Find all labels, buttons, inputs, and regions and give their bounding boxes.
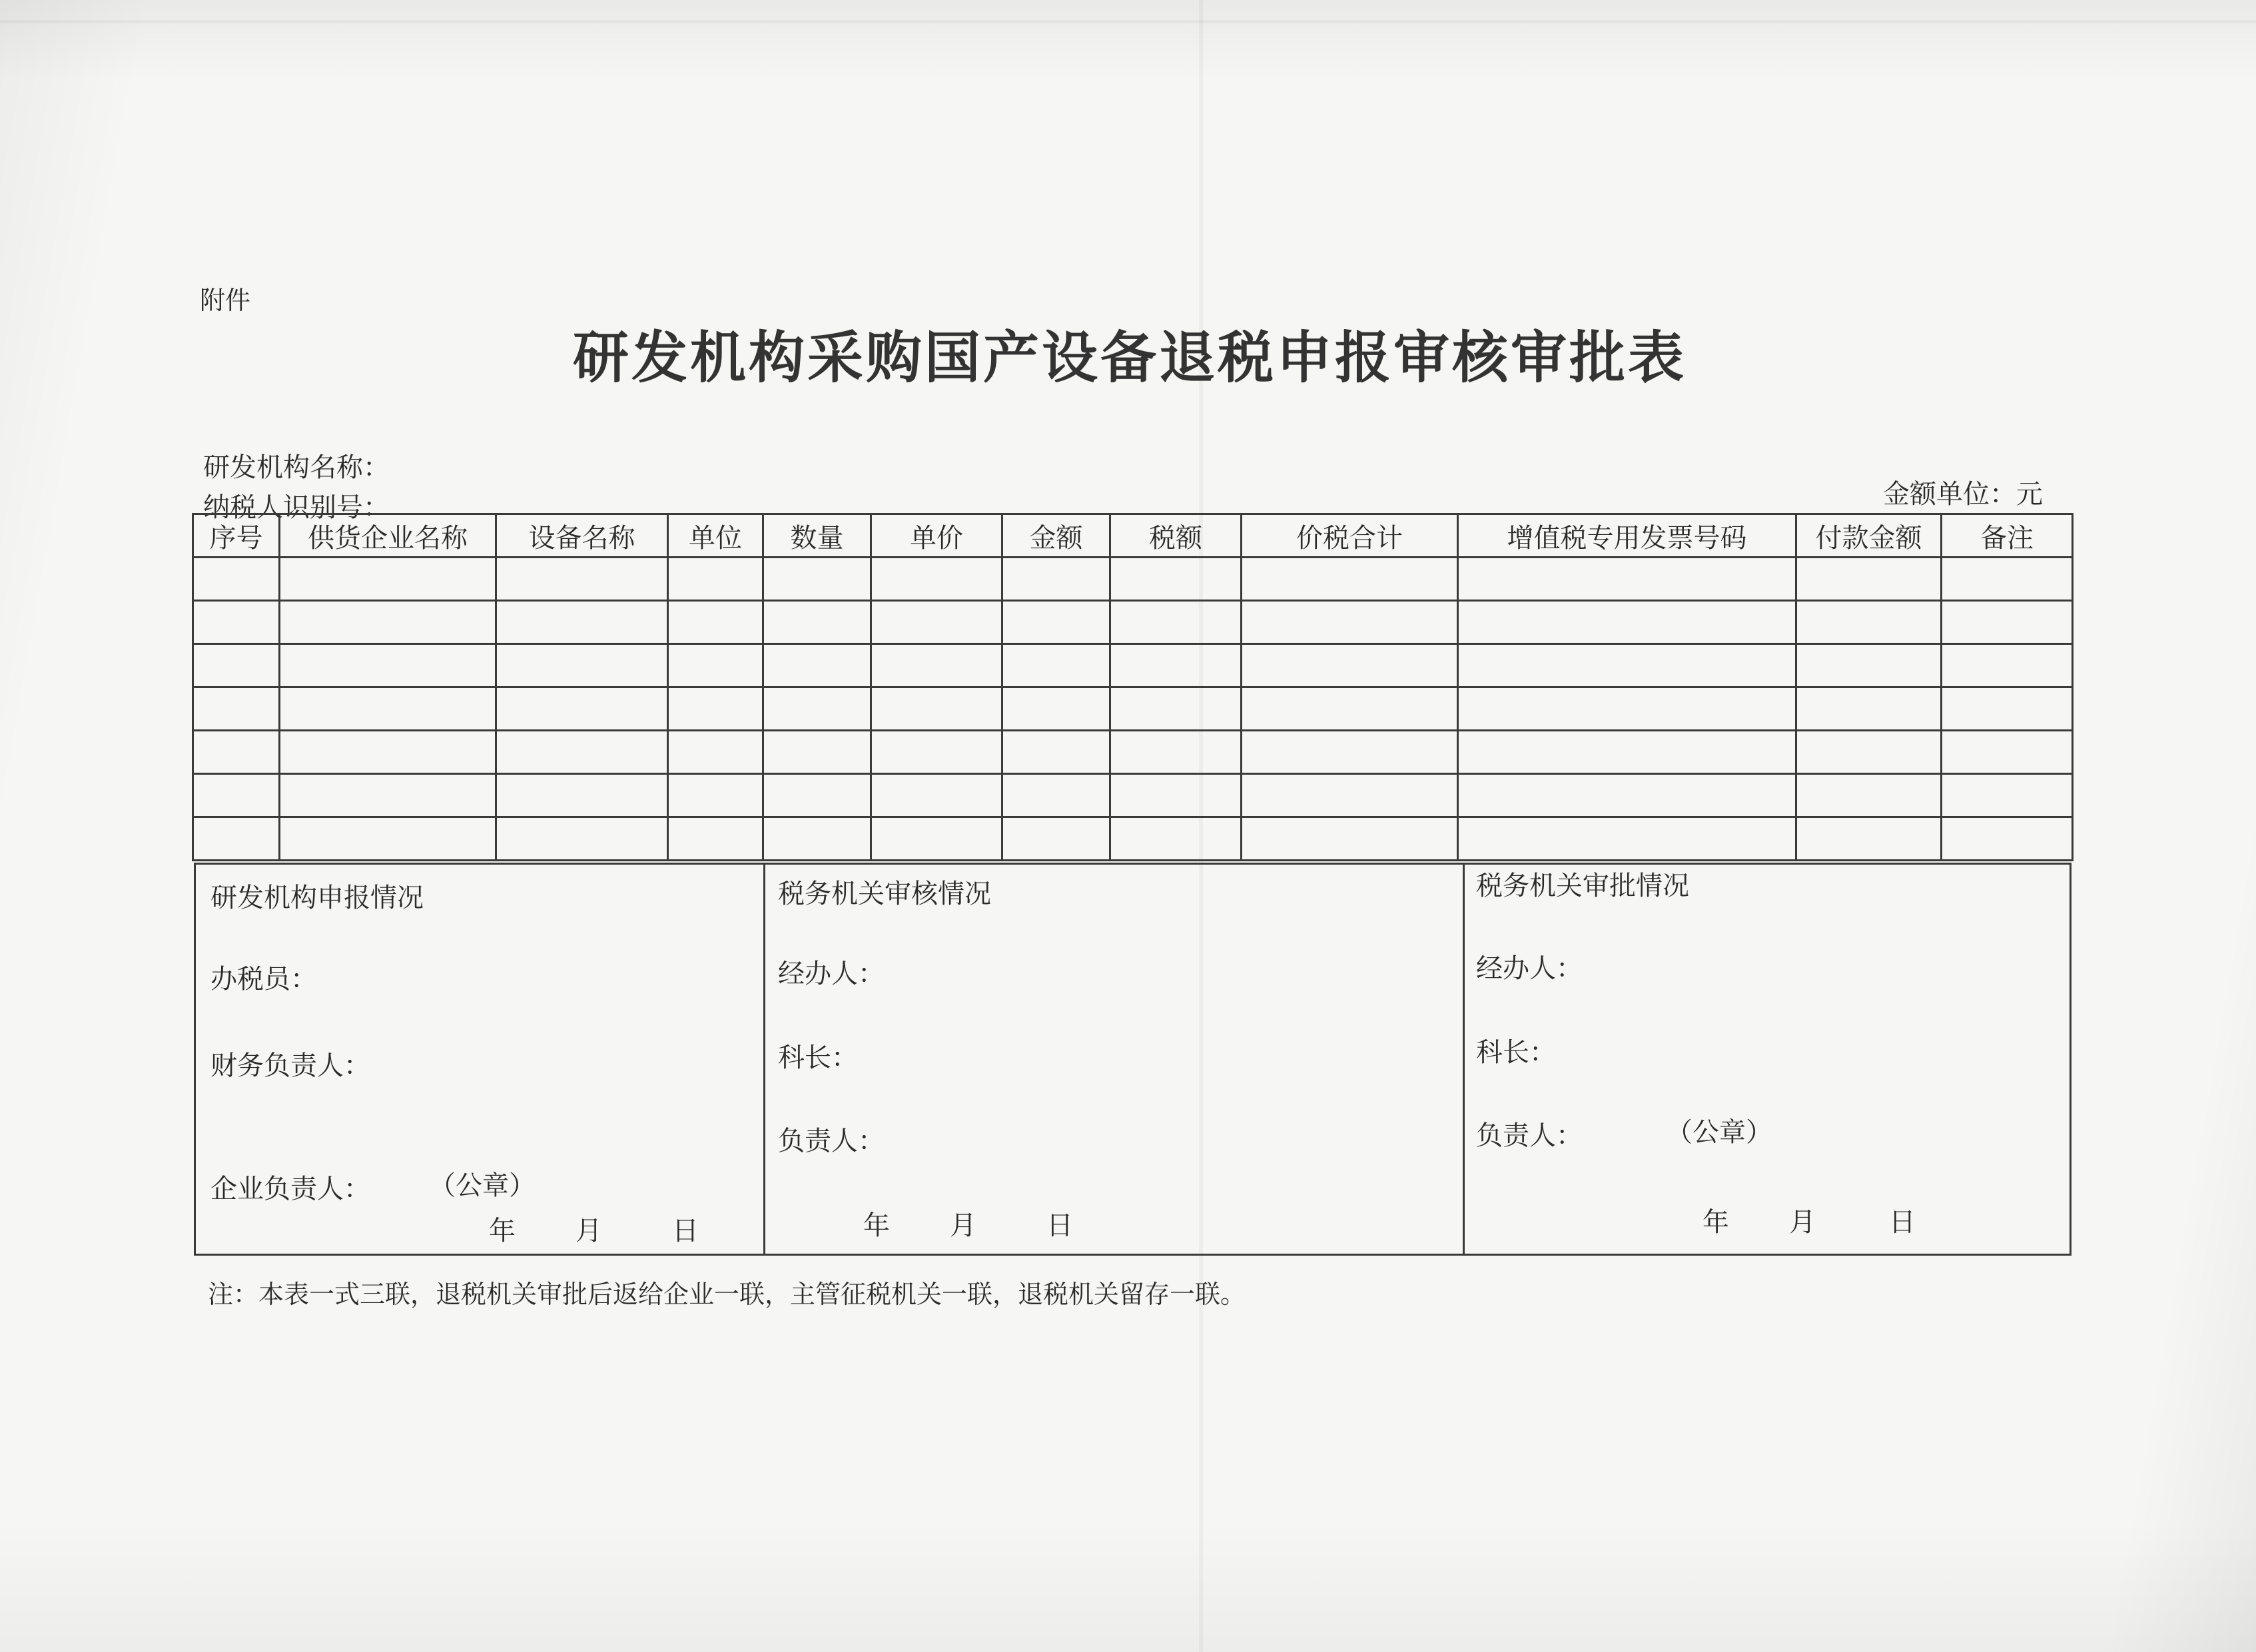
table-cell bbox=[496, 774, 668, 817]
date-day-label: 日 bbox=[1046, 1210, 1073, 1241]
table-cell bbox=[668, 644, 763, 687]
table-cell bbox=[871, 644, 1002, 687]
approval-heading: 税务机关审批情况 bbox=[1476, 871, 1689, 901]
table-cell bbox=[1942, 644, 2073, 687]
table-row bbox=[193, 558, 2073, 601]
review-heading: 税务机关审核情况 bbox=[778, 879, 991, 909]
finance-head-label: 财务负责人： bbox=[210, 1050, 370, 1081]
table-cell bbox=[763, 644, 871, 687]
table-cell bbox=[1110, 558, 1242, 601]
table-cell bbox=[1458, 687, 1796, 731]
table-cell bbox=[1242, 558, 1458, 601]
table-cell bbox=[1242, 601, 1458, 644]
table-cell bbox=[871, 731, 1002, 774]
table-cell bbox=[496, 817, 668, 861]
table-cell bbox=[1942, 817, 2073, 861]
table-cell bbox=[1110, 601, 1242, 644]
equipment-table bbox=[192, 513, 2073, 861]
table-cell bbox=[1002, 687, 1110, 731]
applicant-heading: 研发机构申报情况 bbox=[210, 883, 424, 913]
table-cell bbox=[1110, 817, 1242, 861]
table-cell bbox=[763, 558, 871, 601]
table-cell bbox=[1796, 774, 1942, 817]
table-cell bbox=[871, 558, 1002, 601]
col-header-remarks: 备注 bbox=[1942, 514, 2073, 558]
table-cell bbox=[1796, 731, 1942, 774]
table-cell bbox=[668, 687, 763, 731]
table-cell bbox=[1110, 644, 1242, 687]
date-month-label: 月 bbox=[575, 1216, 602, 1246]
table-row bbox=[193, 644, 2073, 687]
table-row bbox=[193, 731, 2073, 774]
table-row bbox=[193, 687, 2073, 731]
table-cell bbox=[280, 817, 496, 861]
col-header-total: 价税合计 bbox=[1242, 514, 1458, 558]
table-cell bbox=[496, 687, 668, 731]
table-cell bbox=[1110, 774, 1242, 817]
table-cell bbox=[193, 774, 280, 817]
date-month-label: 月 bbox=[950, 1210, 976, 1241]
table-cell bbox=[1458, 774, 1796, 817]
table-row bbox=[193, 601, 2073, 644]
applicant-section bbox=[194, 863, 765, 1256]
table-cell bbox=[280, 774, 496, 817]
col-header-supplier: 供货企业名称 bbox=[280, 514, 496, 558]
table-cell bbox=[1942, 774, 2073, 817]
table-cell bbox=[1242, 731, 1458, 774]
table-cell bbox=[1002, 601, 1110, 644]
approval-handler-label: 经办人： bbox=[1476, 953, 1583, 984]
form-title: 研发机构采购国产设备退税申报审核审批表 bbox=[573, 325, 1687, 390]
approval-section-chief-label: 科长： bbox=[1476, 1037, 1556, 1068]
col-header-tax: 税额 bbox=[1110, 514, 1242, 558]
table-cell bbox=[668, 817, 763, 861]
table-cell bbox=[1458, 558, 1796, 601]
review-handler-label: 经办人： bbox=[778, 959, 885, 989]
table-cell bbox=[1458, 731, 1796, 774]
table-cell bbox=[763, 687, 871, 731]
table-cell bbox=[1110, 731, 1242, 774]
table-cell bbox=[193, 601, 280, 644]
table-cell bbox=[496, 601, 668, 644]
table-cell bbox=[1796, 601, 1942, 644]
col-header-equipment: 设备名称 bbox=[496, 514, 668, 558]
table-cell bbox=[1796, 644, 1942, 687]
table-header-row bbox=[193, 514, 2073, 558]
table-cell bbox=[763, 731, 871, 774]
approval-section bbox=[1463, 863, 2071, 1256]
col-header-quantity: 数量 bbox=[763, 514, 871, 558]
taxpayer-id-label: 纳税人识别号： bbox=[203, 492, 390, 523]
tax-clerk-label: 办税员： bbox=[210, 964, 317, 995]
table-cell bbox=[496, 731, 668, 774]
amount-unit-label: 金额单位：元 bbox=[1883, 479, 2043, 510]
table-cell bbox=[1002, 644, 1110, 687]
table-cell bbox=[1110, 687, 1242, 731]
table-cell bbox=[193, 644, 280, 687]
table-cell bbox=[193, 558, 280, 601]
table-cell bbox=[871, 774, 1002, 817]
col-header-unit-price: 单价 bbox=[871, 514, 1002, 558]
table-cell bbox=[1002, 731, 1110, 774]
date-month-label: 月 bbox=[1789, 1207, 1816, 1238]
table-cell bbox=[193, 731, 280, 774]
date-day-label: 日 bbox=[672, 1216, 699, 1246]
table-cell bbox=[280, 558, 496, 601]
seal-label: （公章） bbox=[429, 1170, 536, 1201]
col-header-payment: 付款金额 bbox=[1796, 514, 1942, 558]
table-cell bbox=[1002, 774, 1110, 817]
col-header-seq: 序号 bbox=[193, 514, 280, 558]
col-header-amount: 金额 bbox=[1002, 514, 1110, 558]
table-cell bbox=[280, 601, 496, 644]
review-section-chief-label: 科长： bbox=[778, 1042, 858, 1073]
date-day-label: 日 bbox=[1889, 1207, 1916, 1238]
table-cell bbox=[1942, 731, 2073, 774]
review-section bbox=[763, 863, 1465, 1256]
date-year-label: 年 bbox=[1702, 1207, 1729, 1238]
table-cell bbox=[871, 601, 1002, 644]
table-cell bbox=[280, 644, 496, 687]
table-cell bbox=[1796, 687, 1942, 731]
table-cell bbox=[1458, 601, 1796, 644]
col-header-invoice-no: 增值税专用发票号码 bbox=[1458, 514, 1796, 558]
table-cell bbox=[193, 817, 280, 861]
table-cell bbox=[193, 687, 280, 731]
table-cell bbox=[668, 731, 763, 774]
table-cell bbox=[763, 774, 871, 817]
paper-crease bbox=[0, 20, 2256, 23]
table-cell bbox=[1458, 817, 1796, 861]
table-cell bbox=[763, 817, 871, 861]
col-header-unit: 单位 bbox=[668, 514, 763, 558]
date-year-label: 年 bbox=[489, 1216, 516, 1246]
table-cell bbox=[280, 731, 496, 774]
seal-label: （公章） bbox=[1666, 1117, 1772, 1148]
date-year-label: 年 bbox=[863, 1210, 890, 1241]
table-cell bbox=[280, 687, 496, 731]
table-cell bbox=[668, 558, 763, 601]
table-cell bbox=[668, 601, 763, 644]
table-cell bbox=[1796, 817, 1942, 861]
attachment-label: 附件 bbox=[200, 286, 251, 315]
table-cell bbox=[1242, 774, 1458, 817]
approval-head-label: 负责人： bbox=[1476, 1120, 1583, 1151]
table-cell bbox=[1942, 687, 2073, 731]
table-cell bbox=[496, 644, 668, 687]
table-row bbox=[193, 817, 2073, 861]
table-cell bbox=[1796, 558, 1942, 601]
table-cell bbox=[1002, 817, 1110, 861]
table-row bbox=[193, 774, 2073, 817]
footnote: 注：本表一式三联，退税机关审批后返给企业一联，主管征税机关一联，退税机关留存一联。 bbox=[208, 1280, 1246, 1309]
table-cell bbox=[763, 601, 871, 644]
table-cell bbox=[1002, 558, 1110, 601]
table-cell bbox=[1242, 644, 1458, 687]
enterprise-head-label: 企业负责人： bbox=[210, 1174, 370, 1204]
table-cell bbox=[871, 687, 1002, 731]
org-name-label: 研发机构名称： bbox=[203, 452, 390, 483]
table-cell bbox=[1242, 817, 1458, 861]
review-head-label: 负责人： bbox=[778, 1126, 885, 1156]
table-cell bbox=[871, 817, 1002, 861]
table-cell bbox=[1942, 601, 2073, 644]
table-cell bbox=[1942, 558, 2073, 601]
table-cell bbox=[1458, 644, 1796, 687]
table-cell bbox=[668, 774, 763, 817]
table-cell bbox=[1242, 687, 1458, 731]
table-cell bbox=[496, 558, 668, 601]
